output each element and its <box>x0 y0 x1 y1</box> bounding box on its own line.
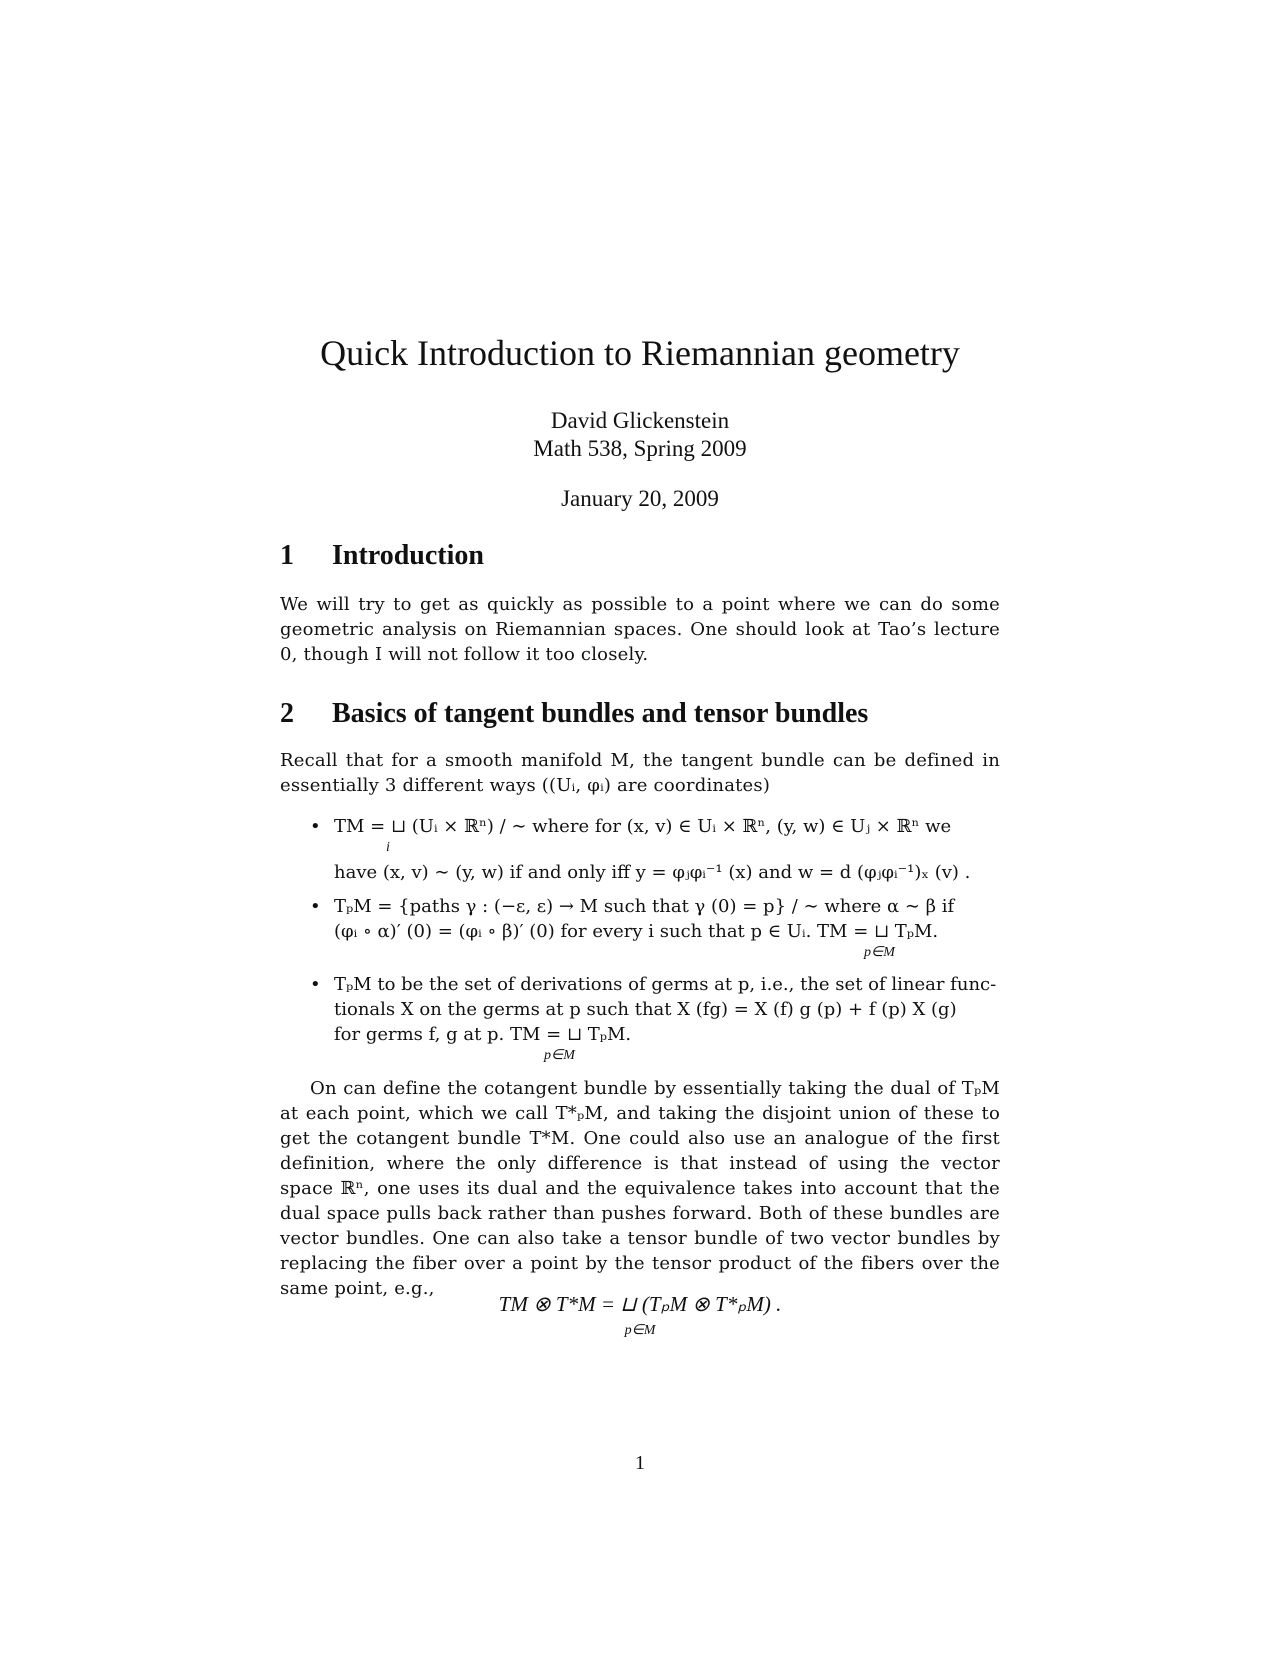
course-info: Math 538, Spring 2009 <box>533 436 747 461</box>
bullet3-subscript: p∈M <box>544 1048 575 1063</box>
basics-lead-paragraph: Recall that for a smooth manifold M, the tangent bundle can be defined in essentially 3 different ways ((Uᵢ, φᵢ) are coordinates) <box>280 750 1000 796</box>
bullet2-line1: TₚM = {paths γ : (−ε, ε) → M such that γ (0) = p} / ∼ where α ∼ β if <box>334 896 955 917</box>
bullet3-line3: for germs f, g at p. TM = ⊔ TₚM. <box>334 1024 632 1045</box>
bullet1-line2: have (x, v) ∼ (y, w) if and only iff y = φⱼφᵢ⁻¹ (x) and w = d (φⱼφᵢ⁻¹)ₓ (v) . <box>334 862 971 883</box>
paper-date: January 20, 2009 <box>561 486 719 511</box>
bullet-definition-3 <box>310 972 1000 1068</box>
bullet3-line2: tionals X on the germs at p such that X (fg) = X (f) g (p) + f (p) X (g) <box>334 999 957 1020</box>
intro-paragraph: We will try to get as quickly as possible to a point where we can do some geometric analysis on Riemannian spaces. One should look at Tao’s lecture 0, though I will not follow it too closely. <box>280 594 1000 665</box>
section-heading-basics <box>280 698 1000 730</box>
author-name: David Glickenstein <box>550 408 730 433</box>
section-number: 1 <box>280 540 294 571</box>
bullet-dot: • <box>310 974 321 995</box>
bullet-dot: • <box>310 816 321 837</box>
bullet2-line2: (φᵢ ∘ α)′ (0) = (φᵢ ∘ β)′ (0) for every i such that p ∈ Uᵢ. TM = ⊔ TₚM. <box>334 921 939 942</box>
bullet-definition-2 <box>310 894 1000 965</box>
bullet-definition-1 <box>310 814 1000 885</box>
paper-title: Quick Introduction to Riemannian geometry <box>320 333 960 373</box>
section-title: Basics of tangent bundles and tensor bundles <box>332 698 869 729</box>
page-number: 1 <box>635 1452 645 1474</box>
section-number: 2 <box>280 698 294 729</box>
bullet-dot: • <box>310 896 321 917</box>
cotangent-paragraph: On can define the cotangent bundle by essentially taking the dual of TₚM at each point, which we call T*ₚM, and taking the disjoint union of these to get the cotangent bundle T*M. One could also use an analogue of the first definition, where the only difference is that instead of using the vector space ℝⁿ, one uses its dual and the equivalence takes into account that the dual space pulls back rather than pushes forward. Both of these bundles are vector bundles. One can also take a tensor bundle of two vector bundles by replacing the fiber over a point by the tensor product of the fibers over the same point, e.g., <box>280 1078 1000 1299</box>
display-equation-subscript: p∈M <box>624 1323 656 1338</box>
display-equation: TM ⊗ T*M = ⊔ (TₚM ⊗ T*ₚM) . <box>498 1292 782 1316</box>
section-title: Introduction <box>332 540 484 571</box>
bullet1-line1: TM = ⊔ (Uᵢ × ℝⁿ) / ∼ where for (x, v) ∈ Uᵢ × ℝⁿ, (y, w) ∈ Uⱼ × ℝⁿ we <box>334 816 952 837</box>
bullet1-subscript: i <box>386 840 390 855</box>
bullet3-line1: TₚM to be the set of derivations of germs at p, i.e., the set of linear func- <box>334 974 997 995</box>
section-heading-introduction <box>280 540 1000 572</box>
bullet2-subscript: p∈M <box>864 945 895 960</box>
